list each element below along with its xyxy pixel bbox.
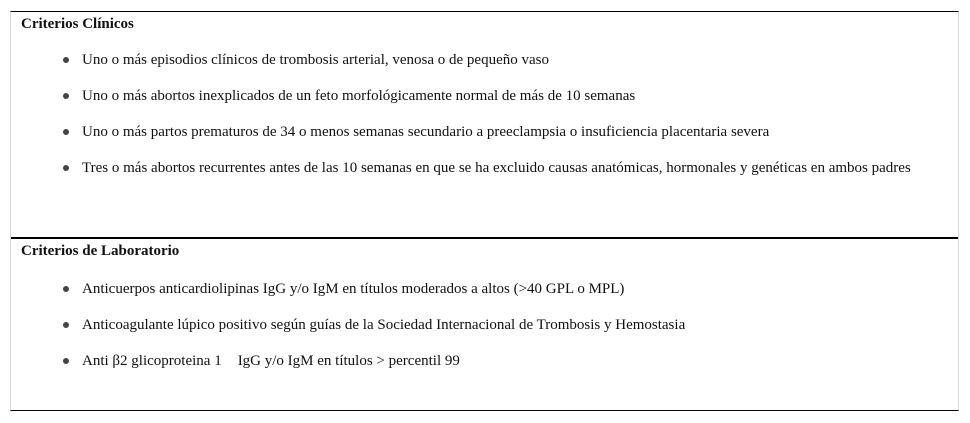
clinical-criterion-3 [11, 122, 958, 142]
bullet-icon [63, 129, 69, 135]
bullet-icon [63, 165, 69, 171]
laboratory-criterion-3-text-part2: IgG y/o IgM en títulos > percentil 99 [237, 353, 460, 369]
laboratory-criterion-1 [11, 279, 958, 299]
bullet-icon [63, 93, 69, 99]
bullet-icon [63, 57, 69, 63]
clinical-criteria-list [11, 50, 958, 194]
clinical-criteria-title: Criterios Clínicos [21, 16, 134, 32]
laboratory-criterion-2-text: Anticoagulante lúpico positivo según guías de la Sociedad Internacional de Trombosis y Hemostasia [82, 317, 686, 333]
laboratory-criterion-2 [11, 315, 958, 335]
clinical-criteria-section [11, 12, 958, 237]
bullet-icon [63, 286, 69, 292]
laboratory-criteria-list [11, 279, 958, 387]
clinical-criterion-4 [11, 158, 958, 178]
clinical-criterion-2-text: Uno o más abortos inexplicados de un feto morfológicamente normal de más de 10 semanas [82, 88, 636, 104]
clinical-criterion-2 [11, 86, 958, 106]
clinical-criterion-3-text: Uno o más partos prematuros de 34 o menos semanas secundario a preeclampsia o insuficiencia placentaria severa [82, 124, 770, 140]
laboratory-criteria-section [11, 239, 958, 411]
clinical-criterion-4-text: Tres o más abortos recurrentes antes de las 10 semanas en que se ha excluido causas anatómicas, hormonales y genéticas en ambos padres [82, 160, 911, 176]
clinical-criterion-1-text: Uno o más episodios clínicos de trombosis arterial, venosa o de pequeño vaso [82, 52, 549, 68]
laboratory-criterion-1-text: Anticuerpos anticardiolipinas IgG y/o IgM en títulos moderados a altos (>40 GPL o MPL) [82, 281, 625, 297]
criteria-table [10, 11, 959, 411]
laboratory-criteria-title: Criterios de Laboratorio [21, 243, 180, 259]
clinical-criterion-1 [11, 50, 958, 70]
laboratory-criterion-3 [11, 351, 958, 371]
laboratory-criterion-3-text-part1: Anti β2 glicoproteina 1 [82, 353, 222, 369]
bullet-icon [63, 358, 69, 364]
bullet-icon [63, 322, 69, 328]
